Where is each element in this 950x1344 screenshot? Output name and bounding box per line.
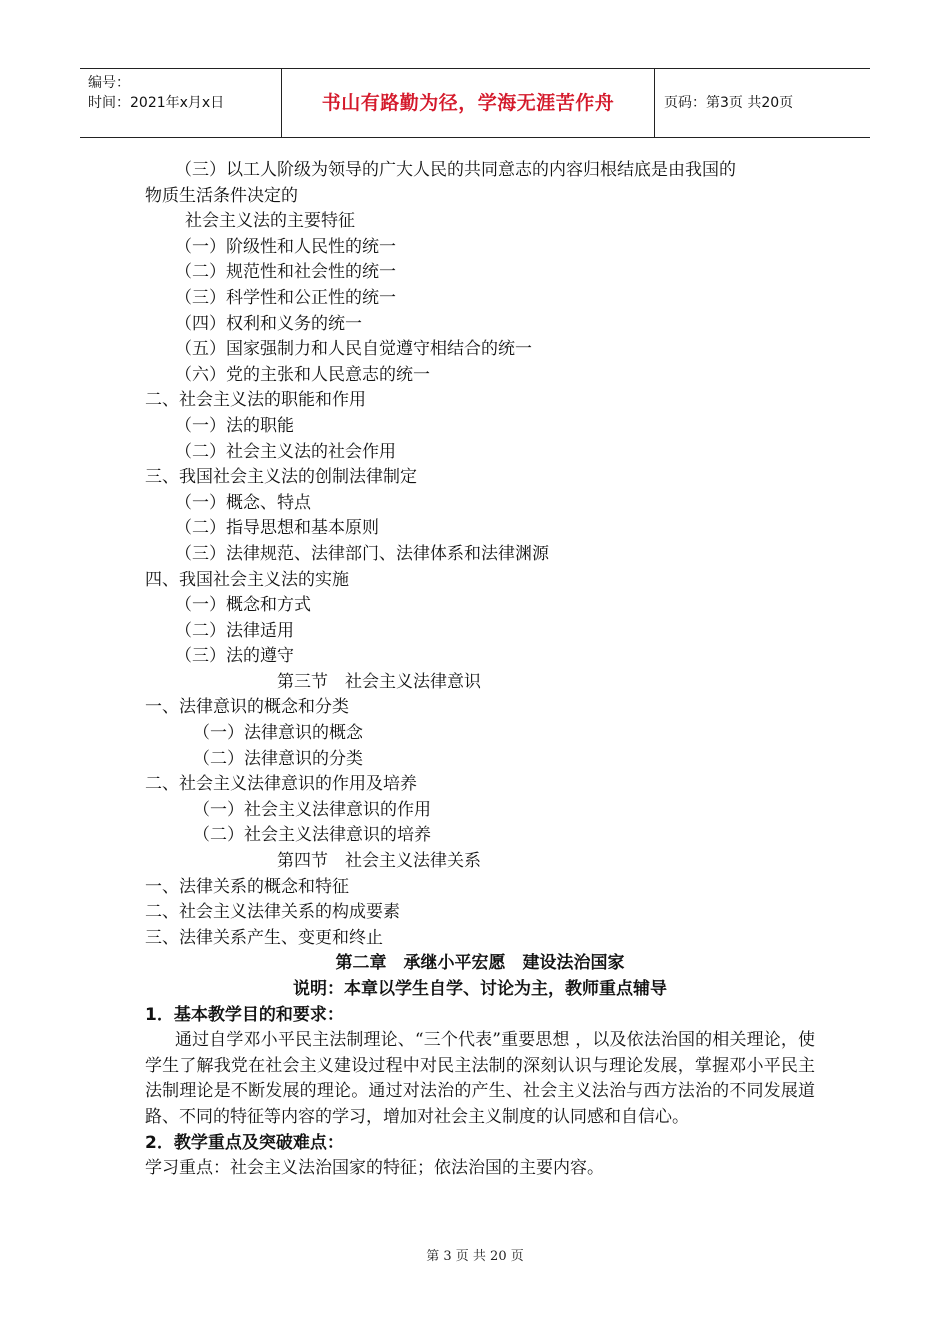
subheading: 社会主义法的主要特征 bbox=[185, 211, 355, 232]
page-footer: 第 3 页 共 20 页 bbox=[426, 1249, 524, 1264]
page-header bbox=[80, 68, 870, 138]
doc-number-label: 编号： bbox=[88, 75, 130, 91]
header-page-info: 页码：第3页 共20页 bbox=[664, 95, 794, 111]
outline-heading: 二、社会主义法律意识的作用及培养 bbox=[145, 774, 417, 795]
chapter-title: 第二章 承继小平宏愿 建设法治国家 bbox=[335, 953, 625, 974]
outline-heading: 二、社会主义法律关系的构成要素 bbox=[145, 902, 400, 923]
list-item: （五）国家强制力和人民自觉遵守相结合的统一 bbox=[175, 339, 532, 360]
header-divider bbox=[654, 69, 655, 137]
outline-heading: 三、我国社会主义法的创制法律制定 bbox=[145, 467, 417, 488]
outline-heading: 二、社会主义法的职能和作用 bbox=[145, 390, 366, 411]
list-item: （二）指导思想和基本原则 bbox=[175, 518, 379, 539]
section-title: 第三节 社会主义法律意识 bbox=[277, 671, 481, 692]
document-body bbox=[145, 158, 815, 1182]
numbered-heading: 2．教学重点及突破难点： bbox=[145, 1132, 344, 1153]
outline-heading: 一、法律关系的概念和特征 bbox=[145, 876, 349, 897]
header-meta bbox=[88, 73, 278, 113]
list-item: （一）社会主义法律意识的作用 bbox=[193, 799, 431, 820]
header-motto: 书山有路勤为径，学海无涯苦作舟 bbox=[321, 92, 615, 114]
list-item: （一）法律意识的概念 bbox=[193, 723, 363, 744]
list-item: （六）党的主张和人民意志的统一 bbox=[175, 364, 430, 385]
list-item: （三）法律规范、法律部门、法律体系和法律渊源 bbox=[175, 543, 549, 564]
list-item: （二）社会主义法律意识的培养 bbox=[193, 825, 431, 846]
list-item: （三）法的遵守 bbox=[175, 646, 294, 667]
list-item: （一）阶级性和人民性的统一 bbox=[175, 236, 396, 257]
list-item: （一）法的职能 bbox=[175, 415, 294, 436]
list-item: （二）法律意识的分类 bbox=[193, 748, 363, 769]
text-line: 学习重点：社会主义法治国家的特征；依法治国的主要内容。 bbox=[145, 1158, 604, 1179]
list-item: （二）规范性和社会性的统一 bbox=[175, 262, 396, 283]
outline-heading: 一、法律意识的概念和分类 bbox=[145, 697, 349, 718]
list-item: （四）权利和义务的统一 bbox=[175, 313, 362, 334]
outline-heading: 三、法律关系产生、变更和终止 bbox=[145, 927, 383, 948]
doc-date-label: 时间：2021年x月x日 bbox=[88, 95, 225, 111]
list-item: （二）社会主义法的社会作用 bbox=[175, 441, 396, 462]
text-line: 物质生活条件决定的 bbox=[145, 185, 298, 206]
text-line: （三）以工人阶级为领导的广大人民的共同意志的内容归根结底是由我国的 bbox=[175, 160, 736, 180]
list-item: （一）概念、特点 bbox=[175, 492, 311, 513]
list-item: （一）概念和方式 bbox=[175, 595, 311, 616]
outline-heading: 四、我国社会主义法的实施 bbox=[145, 569, 349, 590]
body-paragraph: 通过自学邓小平民主法制理论、“三个代表”重要思想 ，以及依法治国的相关理论，使学生了解我党在社会主义建设过程中对民主法制的深刻认识与理论发展，掌握邓小平民主法制理论是不断发展的理论。通过对法治的产生、社会主义法治与西方法治的不同发展道路、不同的特征等内容的学习，增加对社会主义制度的认同感和自信心。 bbox=[145, 1030, 815, 1127]
list-item: （三）科学性和公正性的统一 bbox=[175, 287, 396, 308]
numbered-heading: 1．基本教学目的和要求： bbox=[145, 1004, 344, 1025]
section-title: 第四节 社会主义法律关系 bbox=[277, 851, 481, 872]
chapter-note: 说明：本章以学生自学、讨论为主，教师重点辅导 bbox=[293, 979, 667, 999]
list-item: （二）法律适用 bbox=[175, 620, 294, 641]
